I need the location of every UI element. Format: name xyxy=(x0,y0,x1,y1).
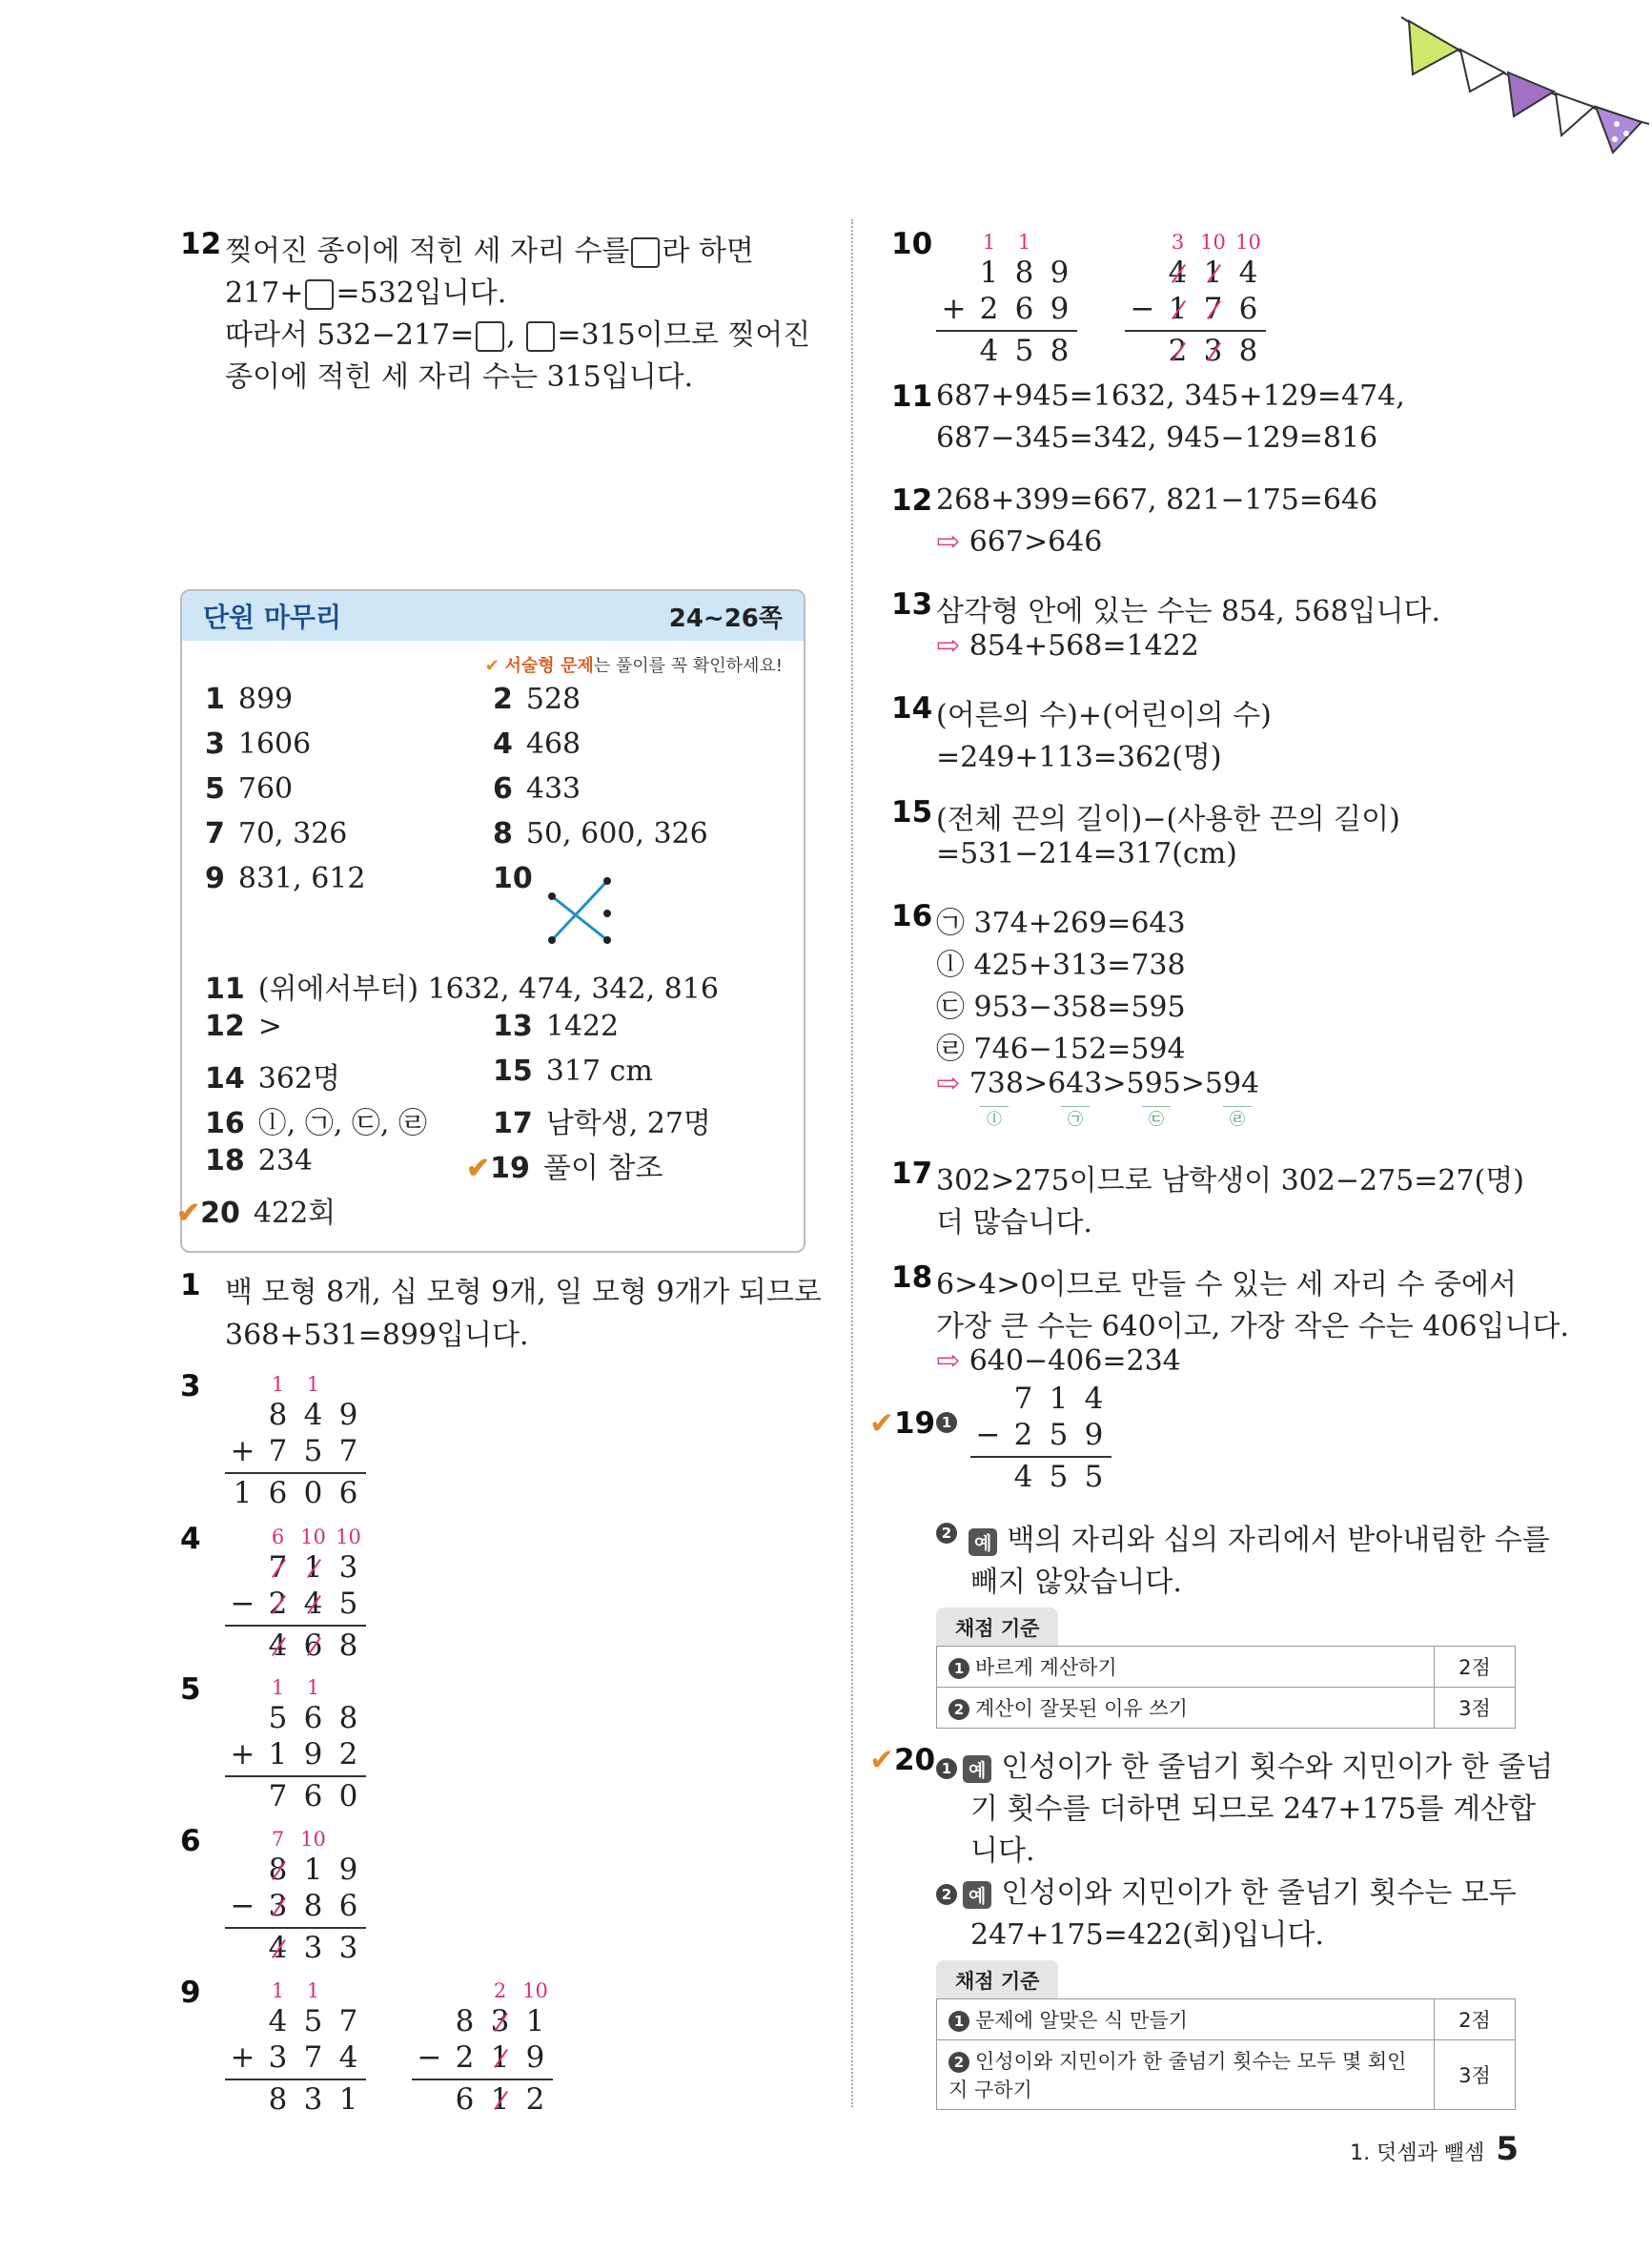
r-q19-line1: 예 백의 자리와 십의 자리에서 받아내림한 수를 xyxy=(969,1516,1550,1558)
digit: 6 xyxy=(1238,292,1258,326)
carry-row xyxy=(225,1522,366,1548)
r-q19-line2: 빼지 않았습니다. xyxy=(970,1566,1182,1599)
answer-2: 2 528 xyxy=(493,683,581,716)
digit: 9 xyxy=(303,1737,323,1772)
digit: 2 xyxy=(1013,1418,1033,1452)
answer-18: 18 234 xyxy=(205,1144,314,1178)
digit: + xyxy=(230,2040,255,2075)
digit: 3 xyxy=(482,2004,518,2038)
q5-number: 5 xyxy=(180,1672,201,1707)
digit: 4 xyxy=(1013,1460,1033,1494)
r-q19-scoring-table xyxy=(936,1608,1516,1729)
answer-3: 3 1606 xyxy=(205,727,312,761)
q1-number: 1 xyxy=(180,1268,201,1302)
r-q20-line5: 247+175=422(회)입니다. xyxy=(970,1918,1324,1952)
answer-6: 6 433 xyxy=(493,772,581,806)
digit-row xyxy=(225,1548,366,1585)
r-q20-line4: 2 예 인성이와 지민이가 한 줄넘기 횟수는 모두 xyxy=(936,1869,1517,1911)
r-q12-number: 12 xyxy=(891,483,933,518)
digit: 7 xyxy=(303,2040,323,2075)
r-q20-line2: 기 횟수를 더하면 되므로 247+175를 계산합 xyxy=(970,1792,1537,1826)
essay-note: ✔ 서술형 문제는 풀이를 꼭 확인하세요! xyxy=(484,656,783,676)
digit-row xyxy=(1125,290,1266,326)
r-q16-line4: ㉣ 746−152=594 xyxy=(936,1033,1186,1066)
answer-8: 8 50, 600, 326 xyxy=(493,817,708,850)
digit: 6 xyxy=(303,1701,323,1735)
digit: 6 xyxy=(1014,292,1034,326)
r-q18-line1: 6>4>0이므로 만들 수 있는 세 자리 수 중에서 xyxy=(936,1268,1517,1301)
r-q16-number: 16 xyxy=(891,899,933,933)
digit: 1 xyxy=(296,1550,331,1585)
q1-line1: 백 모형 8개, 십 모형 9개, 일 모형 9개가 되므로 xyxy=(225,1276,822,1309)
carry-row xyxy=(225,1976,366,2002)
digit: 6 xyxy=(455,2082,475,2117)
carry-digit: 1 xyxy=(271,1979,285,2002)
carry-row xyxy=(412,1976,553,2002)
digit: 4 xyxy=(296,1587,331,1621)
digit-row xyxy=(225,1432,366,1468)
r-q10-calculation-add xyxy=(936,227,1077,368)
digit-row xyxy=(225,1929,366,1965)
digit-row xyxy=(1125,254,1266,290)
r-q18-line3: ⇨ 640−406=234 xyxy=(936,1344,1181,1378)
digit: 6 xyxy=(338,1476,358,1510)
r-q16-label-4: ㉣ xyxy=(1223,1106,1252,1126)
q12-line4: 종이에 적힌 세 자리 수는 315입니다. xyxy=(225,360,694,394)
digit-row xyxy=(225,1627,366,1663)
digit: 7 xyxy=(268,1434,288,1468)
flag-green xyxy=(1409,21,1458,74)
carry-row xyxy=(225,1824,366,1851)
digit-row xyxy=(970,1416,1112,1452)
r-q13-number: 13 xyxy=(891,587,933,622)
digit: 8 xyxy=(1050,334,1070,368)
q6-calculation xyxy=(225,1824,366,1965)
r-q16-line2: ⓛ 425+313=738 xyxy=(936,949,1186,982)
flag-violet xyxy=(1596,107,1642,153)
digit: 9 xyxy=(338,1853,358,1887)
answer-12: 12 > xyxy=(205,1010,282,1043)
r-q15-line2: =531−214=317(cm) xyxy=(936,837,1237,870)
unit-review-title: 단원 마무리 xyxy=(203,602,341,633)
answer-13: 13 1422 xyxy=(493,1010,620,1043)
digit-row xyxy=(225,1585,366,1621)
r-q12-line1: 268+399=667, 821−175=646 xyxy=(936,483,1378,517)
digit: 6 xyxy=(296,1628,331,1663)
digit-row xyxy=(970,1380,1112,1416)
digit: 7 xyxy=(260,1550,296,1585)
digit: 1 xyxy=(979,256,999,290)
r-q11-number: 11 xyxy=(891,379,933,414)
digit: 8 xyxy=(260,1853,296,1887)
digit: 3 xyxy=(303,1931,323,1965)
digit-row xyxy=(412,2038,553,2075)
q12-number: 12 xyxy=(180,227,222,261)
answer-19: ✔19 풀이 참조 xyxy=(466,1152,663,1185)
digit: 4 xyxy=(1160,256,1195,290)
digit-row xyxy=(936,254,1077,290)
digit: 0 xyxy=(303,1476,323,1510)
r-q20-number: ✔20 xyxy=(869,1743,936,1777)
carry-digit: 1 xyxy=(306,1676,320,1699)
digit: 5 xyxy=(1049,1418,1069,1452)
digit: 5 xyxy=(303,1434,323,1468)
carry-row xyxy=(1125,227,1266,254)
r-q17-line1: 302>275이므로 남학생이 302−275=27(명) xyxy=(936,1164,1524,1198)
q5-calculation xyxy=(225,1672,366,1813)
answer-1: 1 899 xyxy=(205,683,294,716)
carry-digit: 3 xyxy=(1171,231,1185,254)
digit: 1 xyxy=(303,1853,323,1887)
digit: 1 xyxy=(1049,1382,1069,1416)
digit: 2 xyxy=(260,1587,296,1621)
digit: 1 xyxy=(482,2082,518,2117)
r-q12-line2: ⇨ 667>646 xyxy=(936,525,1103,559)
flag-white xyxy=(1460,50,1504,92)
digit-row xyxy=(225,1851,366,1887)
r-q18-line2: 가장 큰 수는 640이고, 가장 작은 수는 406입니다. xyxy=(936,1310,1570,1343)
carry-digit: 10 xyxy=(522,1979,548,2002)
r-q18-number: 18 xyxy=(891,1260,933,1295)
digit: 2 xyxy=(979,292,999,326)
digit: − xyxy=(1130,292,1155,326)
digit: 8 xyxy=(338,1701,358,1735)
q9-calculation-sub xyxy=(412,1976,553,2117)
r-q16-line1: ㉠ 374+269=643 xyxy=(936,907,1186,940)
digit: 9 xyxy=(1050,256,1070,290)
r-q10-calculation-sub xyxy=(1125,227,1266,368)
carry-digit: 1 xyxy=(982,231,996,254)
digit: 4 xyxy=(338,2040,358,2075)
digit: + xyxy=(230,1434,255,1468)
unit-review-box xyxy=(176,589,806,1253)
digit: − xyxy=(230,1587,255,1621)
digit-row xyxy=(936,290,1077,326)
digit: 5 xyxy=(338,1587,358,1621)
digit: 9 xyxy=(1050,292,1070,326)
digit: 9 xyxy=(525,2040,545,2075)
scoring-row: 2 인성이와 지민이가 한 줄넘기 횟수는 모두 몇 회인지 구하기 3점 xyxy=(937,2040,1516,2110)
digit: 4 xyxy=(303,1398,323,1432)
digit-row xyxy=(225,2038,366,2075)
digit: 6 xyxy=(303,1779,323,1813)
carry-digit: 10 xyxy=(300,1526,326,1548)
answer-14: 14 362명 xyxy=(205,1062,340,1096)
digit: 1 xyxy=(338,2082,358,2117)
r-q19-step1-marker: 1 xyxy=(936,1412,957,1433)
q12-line3: 따라서 532−217= , =315이므로 찢어진 xyxy=(225,318,811,352)
answer-10: 10 xyxy=(493,862,533,895)
unit-review-header xyxy=(182,591,804,641)
page-number: 5 xyxy=(1496,2130,1519,2168)
digit: 1 xyxy=(233,1476,253,1510)
r-q15-number: 15 xyxy=(891,795,933,830)
digit: 4 xyxy=(260,1628,296,1663)
digit: 5 xyxy=(1014,334,1034,368)
flag-white-2 xyxy=(1556,93,1594,135)
carry-digit: 10 xyxy=(1200,231,1226,254)
digit: 6 xyxy=(268,1476,288,1510)
digit: + xyxy=(230,1737,255,1772)
r-q20-line3: 니다. xyxy=(970,1834,1035,1868)
carry-digit: 6 xyxy=(271,1526,285,1548)
carry-digit: 7 xyxy=(271,1828,285,1851)
digit: 4 xyxy=(260,1931,296,1965)
carry-digit: 10 xyxy=(300,1828,326,1851)
answer-4: 4 468 xyxy=(493,727,581,761)
answer-15: 15 317 cm xyxy=(493,1055,653,1088)
digit: − xyxy=(417,2040,442,2075)
digit: 8 xyxy=(455,2004,475,2038)
carry-digit: 10 xyxy=(1235,231,1261,254)
answer-10-line-matching xyxy=(542,877,619,953)
r-q14-line1: (어른의 수)+(어린이의 수) xyxy=(936,699,1272,732)
digit-row xyxy=(936,332,1077,368)
digit: 2 xyxy=(525,2082,545,2117)
digit: 8 xyxy=(268,2082,288,2117)
r-q16-label-2: ㉠ xyxy=(1061,1106,1090,1126)
r-q11-line1: 687+945=1632, 345+129=474, xyxy=(936,379,1405,413)
r-q20-line1: 1 예 인성이가 한 줄넘기 횟수와 지민이가 한 줄넘 xyxy=(936,1743,1553,1785)
r-q17-number: 17 xyxy=(891,1157,933,1191)
q6-number: 6 xyxy=(180,1824,201,1858)
r-q13-line1: 삼각형 안에 있는 수는 854, 568입니다. xyxy=(936,595,1441,628)
answer-5: 5 760 xyxy=(205,772,294,806)
digit-row xyxy=(225,1777,366,1813)
unit-review-pages: 24~26쪽 xyxy=(668,604,783,633)
digit: 6 xyxy=(338,1889,358,1923)
digit-row xyxy=(412,2002,553,2038)
digit: 4 xyxy=(979,334,999,368)
digit: 3 xyxy=(303,2082,323,2117)
page-footer xyxy=(1350,2130,1519,2168)
r-q16-line3: ㉢ 953−358=595 xyxy=(936,991,1186,1024)
digit: 3 xyxy=(268,2040,288,2075)
digit-row xyxy=(225,1887,366,1923)
answer-11: 11 (위에서부터) 1632, 474, 342, 816 xyxy=(205,973,719,1006)
digit: 5 xyxy=(1084,1460,1104,1494)
q3-calculation xyxy=(225,1369,366,1510)
digit-row xyxy=(225,1396,366,1432)
digit: 8 xyxy=(338,1628,358,1663)
q9-number: 9 xyxy=(180,1976,201,2010)
digit: 3 xyxy=(260,1889,296,1923)
carry-digit: 1 xyxy=(271,1676,285,1699)
r-q15-line1: (전체 끈의 길이)−(사용한 끈의 길이) xyxy=(936,803,1400,836)
digit: 2 xyxy=(338,1737,358,1772)
digit: − xyxy=(230,1889,255,1923)
r-q19-step2-marker: 2 xyxy=(936,1523,957,1544)
scoring-row: 1 문제에 알맞은 식 만들기 2점 xyxy=(937,1999,1516,2040)
column-divider xyxy=(851,219,853,2107)
r-q20-scoring-table xyxy=(936,1960,1516,2110)
carry-row xyxy=(225,1672,366,1699)
flag-purple xyxy=(1508,72,1554,116)
digit-row xyxy=(1125,332,1266,368)
scoring-tab: 채점 기준 xyxy=(936,1960,1058,1998)
digit: 9 xyxy=(1084,1418,1104,1452)
digit: 7 xyxy=(1195,292,1231,326)
q4-calculation xyxy=(225,1522,366,1663)
carry-digit: 1 xyxy=(271,1373,285,1396)
digit: 2 xyxy=(1160,334,1195,368)
q3-number: 3 xyxy=(180,1369,201,1403)
digit: 7 xyxy=(338,2004,358,2038)
r-q16-label-3: ㉢ xyxy=(1142,1106,1171,1126)
digit: − xyxy=(975,1418,1001,1452)
r-q17-line2: 더 많습니다. xyxy=(936,1206,1092,1239)
q12-line2: 217+ =532입니다. xyxy=(225,277,507,310)
r-q14-line2: =249+113=362(명) xyxy=(936,741,1222,774)
digit-row xyxy=(412,2080,553,2117)
carry-digit: 1 xyxy=(1017,231,1031,254)
digit: 4 xyxy=(268,2004,288,2038)
digit: 7 xyxy=(1013,1382,1033,1416)
digit: 3 xyxy=(338,1550,358,1585)
digit: 7 xyxy=(338,1434,358,1468)
digit: 8 xyxy=(1238,334,1258,368)
answer-16: 16 ⓛ, ㉠, ㉢, ㉣ xyxy=(205,1107,427,1140)
digit: + xyxy=(941,292,967,326)
digit: 9 xyxy=(338,1398,358,1432)
digit: 4 xyxy=(1084,1382,1104,1416)
r-q10-number: 10 xyxy=(891,227,933,261)
digit: 3 xyxy=(338,1931,358,1965)
digit-row xyxy=(225,2002,366,2038)
digit: 4 xyxy=(1238,256,1258,290)
digit: 1 xyxy=(1195,256,1231,290)
digit: 1 xyxy=(1160,292,1195,326)
carry-digit: 1 xyxy=(306,1979,320,2002)
digit-row xyxy=(225,1699,366,1735)
digit: 1 xyxy=(482,2040,518,2075)
r-q16-label-1: ⓛ xyxy=(980,1106,1009,1126)
digit: 7 xyxy=(268,1779,288,1813)
digit: 8 xyxy=(303,1889,323,1923)
digit-row xyxy=(225,2080,366,2117)
digit-row xyxy=(970,1458,1112,1494)
digit: 5 xyxy=(268,1701,288,1735)
r-q19-calculation xyxy=(970,1380,1112,1494)
chapter-title: 1. 덧셈과 뺄셈 xyxy=(1350,2141,1485,2165)
digit: 5 xyxy=(303,2004,323,2038)
digit: 2 xyxy=(455,2040,475,2075)
q9-calculation-add xyxy=(225,1976,366,2117)
scoring-tab: 채점 기준 xyxy=(936,1608,1058,1646)
answer-9: 9 831, 612 xyxy=(205,862,366,895)
scoring-row: 2 계산이 잘못된 이유 쓰기 3점 xyxy=(937,1688,1516,1729)
answer-7: 7 70, 326 xyxy=(205,817,348,850)
carry-digit: 2 xyxy=(493,1979,507,2002)
carry-digit: 1 xyxy=(306,1373,320,1396)
bunting-decoration xyxy=(1392,0,1652,162)
q12-line1: 찢어진 종이에 적힌 세 자리 수를 라 하면 xyxy=(225,235,754,268)
digit-row xyxy=(225,1735,366,1772)
digit: 8 xyxy=(268,1398,288,1432)
carry-digit: 10 xyxy=(336,1526,361,1548)
answer-20: ✔20 422회 xyxy=(176,1197,337,1230)
q1-line2: 368+531=899입니다. xyxy=(225,1319,529,1352)
digit: 1 xyxy=(525,2004,545,2038)
digit: 0 xyxy=(338,1779,358,1813)
r-q14-number: 14 xyxy=(891,691,933,726)
digit-row xyxy=(225,1474,366,1510)
carry-row xyxy=(936,227,1077,254)
r-q19-number: ✔19 xyxy=(869,1406,936,1441)
carry-row xyxy=(225,1369,366,1396)
r-q13-line2: ⇨ 854+568=1422 xyxy=(936,629,1199,663)
r-q16-compare: ⇨ 738>643>595>594 xyxy=(936,1067,1260,1100)
digit: 3 xyxy=(1195,334,1231,368)
digit: 5 xyxy=(1049,1460,1069,1494)
answer-17: 17 남학생, 27명 xyxy=(493,1107,711,1140)
scoring-row: 1 바르게 계산하기 2점 xyxy=(937,1647,1516,1688)
digit: 8 xyxy=(1014,256,1034,290)
q4-number: 4 xyxy=(180,1522,201,1556)
r-q11-line2: 687−345=342, 945−129=816 xyxy=(936,421,1378,455)
digit: 1 xyxy=(268,1737,288,1772)
